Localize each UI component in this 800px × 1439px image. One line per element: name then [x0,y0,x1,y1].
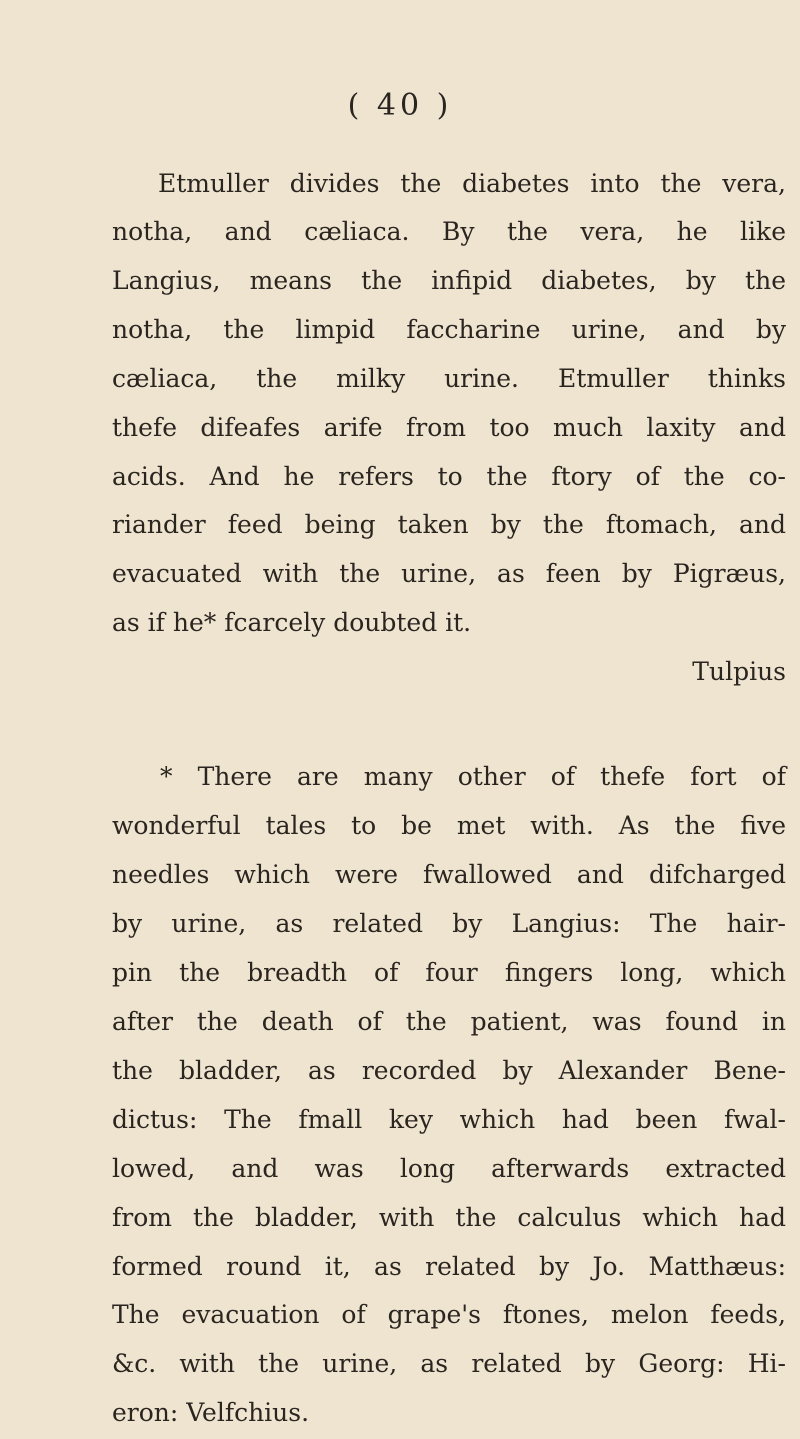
footnote-line: lowed, and was long afterwards extracted [112,1154,786,1183]
body-line: riander feed being taken by the ftomach, and [112,510,786,539]
footnote-line: The evacuation of grape's ftones, melon feeds, [112,1300,786,1329]
body-line: as if he* fcarcely doubted it. [112,608,472,637]
footnote-line: from the bladder, with the calculus which had [112,1203,786,1232]
body-line: notha, and cæliaca. By the vera, he like [112,217,786,246]
footnote-line: formed round it, as related by Jo. Matthæus: [112,1252,786,1281]
catchword: Tulpius [692,657,786,686]
footnote-line: * There are many other of thefe fort of [160,762,786,791]
footnote-line: by urine, as related by Langius: The hair- [112,909,786,938]
footnote-line: &c. with the urine, as related by Georg: Hi- [112,1349,786,1378]
body-line: notha, the limpid faccharine urine, and by [112,315,786,344]
body-line: cæliaca, the milky urine. Etmuller thinks [112,364,786,393]
footnote-line: dictus: The fmall key which had been fwal- [112,1105,786,1134]
body-line: evacuated with the urine, as feen by Pigræus, [112,559,786,588]
body-line: Langius, means the infipid diabetes, by the [112,266,786,295]
footnote-line: wonderful tales to be met with. As the five [112,811,786,840]
footnote-line: pin the breadth of four fingers long, which [112,958,786,987]
footnote-line: eron: Velfchius. [112,1398,310,1427]
body-line: Etmuller divides the diabetes into the vera, [158,169,786,198]
body-line: acids. And he refers to the ftory of the co- [112,462,786,491]
footnote-line: the bladder, as recorded by Alexander Bene- [112,1056,786,1085]
page-number: ( 40 ) [347,88,453,123]
body-line: thefe difeafes arife from too much laxity and [112,413,786,442]
footnote-line: needles which were fwallowed and difcharged [112,860,786,889]
footnote-line: after the death of the patient, was found in [112,1007,786,1036]
